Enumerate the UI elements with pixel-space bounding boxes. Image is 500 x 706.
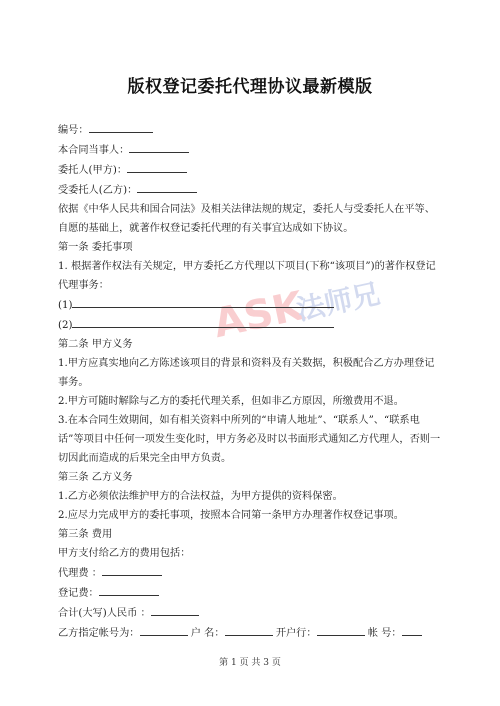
article-1-heading: 第一条 委托事项 [58,242,133,253]
agent-field[interactable] [137,180,197,193]
agency-fee-field[interactable] [102,563,162,576]
article-3-clause-1: 1.乙方必须依法维护甲方的合法权益，为甲方提供的资料保密。 [58,491,343,502]
bank-field[interactable] [317,623,365,636]
party-label: 本合同当事人： [58,145,130,156]
contract-number-label: 编号： [58,125,89,136]
agent-label: 受委托人(乙方)： [58,185,138,196]
fee-heading: 第三条 费用 [58,529,113,540]
item-1-label: (1) [58,300,73,311]
item-2-label: (2) [58,320,73,331]
register-fee-label: 登记费： [58,588,99,599]
article-2-clause-3: 3.在本合同生效期间，如有相关资料中所列的“申请人地址”、“联系人”、“联系电话”等项目中任何一项发生变化时，甲方务必及时以书面形式通知乙方代理人，否则一切因此而造成的后果完全由甲方负责。 [58,415,441,464]
item-2-line [58,315,442,335]
bank-label: 开户行： [275,628,317,639]
agent-line [58,180,442,200]
party-field[interactable] [129,140,189,153]
account-field[interactable] [140,623,188,636]
register-fee-line [58,583,442,603]
document-title: 版权登记委托代理协议最新模版 [127,77,373,97]
agency-fee-label: 代理费 ： [58,568,102,579]
item-1-line [58,295,442,315]
client-line [58,160,442,180]
account-name-label: 户 名： [190,628,225,639]
account-label: 乙方指定帐号为： [58,628,140,639]
party-line [58,140,442,160]
total-fee-field[interactable] [151,603,199,616]
article-1-text: 1. 根据著作权法有关规定，甲方委托乙方代理以下项目(下称“该项目”)的著作权登记代理事务： [58,261,436,291]
svg-text:ASK: ASK [209,283,308,348]
client-field[interactable] [127,160,187,173]
article-3-clause-2: 2.应尽力完成甲方的委托事项，按照本合同第一条甲方办理著作权登记事项。 [58,510,404,521]
intro-paragraph: 依据《中华人民共和国合同法》及相关法律法规的规定，委托人与受委托人在平等、自愿的基础上，就著作权登记委托代理的有关事宜达成如下协议。 [58,204,435,234]
article-2-heading: 第二条 甲方义务 [58,339,133,350]
account-no-label: 帐 号： [367,628,402,639]
article-2-clause-1: 1.甲方应真实地向乙方陈述该项目的背景和资料及有关数据，积极配合乙方办理登记事务。 [58,358,435,388]
register-fee-field[interactable] [99,583,159,596]
contract-number-field[interactable] [89,120,153,133]
account-no-field[interactable] [402,623,422,636]
article-2-clause-2: 2.甲方可随时解除与乙方的委托代理关系，但如非乙方原因，所缴费用不退。 [58,396,404,407]
item-2-field[interactable] [72,315,334,328]
client-label: 委托人(甲方)： [58,165,128,176]
agency-fee-line [58,563,442,583]
fee-intro: 甲方支付给乙方的费用包括： [58,548,191,559]
contract-number-line [58,120,442,140]
document-body [58,120,442,643]
svg-text:法师兄: 法师兄 [293,276,383,327]
article-3-heading: 第三条 乙方义务 [58,472,133,483]
item-1-field[interactable] [72,295,334,308]
total-fee-line [58,603,442,623]
account-name-field[interactable] [225,623,273,636]
account-line [58,623,442,643]
total-fee-label: 合计(大写)人民币 ： [58,608,151,619]
page-footer: 第 1 页 共 3 页 [219,658,281,668]
